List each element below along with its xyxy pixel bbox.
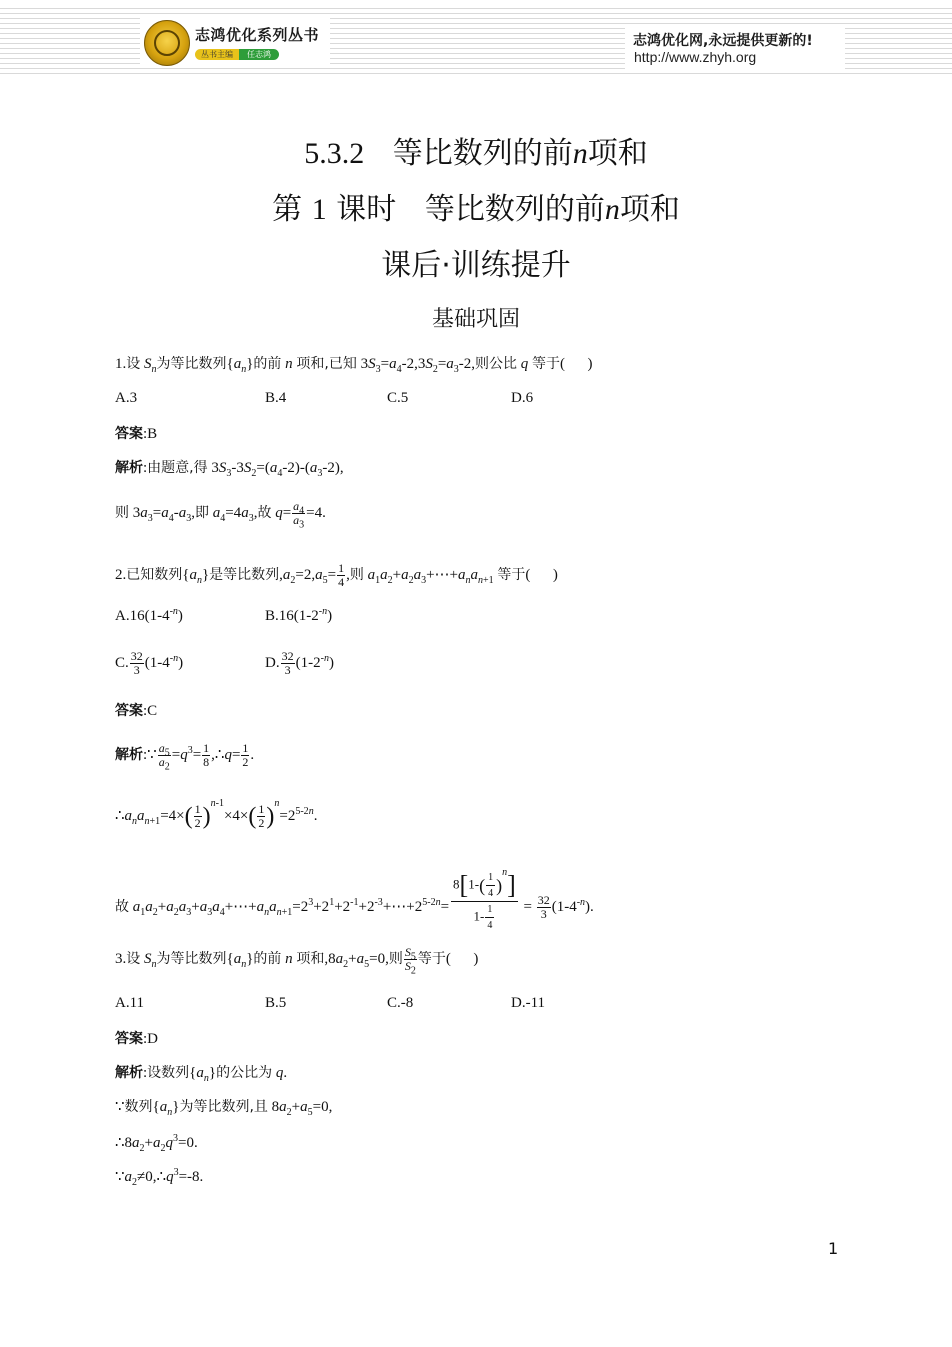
header-slogan: 志鸿优化网,永远提供更新的!: [633, 33, 813, 49]
editor-label: 丛书主编: [195, 49, 239, 60]
q3-analysis-2: ∵数列$\{a_n\}$为等比数列,且 $8a_2+a_5=0$,: [115, 1099, 333, 1118]
q3-option-b: B.5: [265, 995, 287, 1011]
lesson-title: 5.3.2 等比数列的前n项和: [304, 136, 648, 171]
question-1: 1.设 $S_n$为等比数列$\{a_n\}$的前 n 项和,已知 $3S_3=a_4-2,3S_2=a_3-2$,则公比 q 等于( ): [115, 356, 593, 375]
q1-option-b: B.4: [265, 390, 287, 406]
q1-option-a: A.3: [115, 390, 138, 406]
page-header: [0, 0, 952, 82]
question-3: 3.设 $S_n$为等比数列$\{a_n\}$的前 n 项和$,8a_2+a_5=0$,则 $\frac{S_5}{S_2}$ 等于( ): [115, 945, 479, 977]
q3-answer: 答案:D: [115, 1031, 159, 1047]
q3-option-a: A.11: [115, 995, 145, 1011]
q1-option-c: C.5: [387, 390, 409, 406]
q1-analysis-2: 则 $3a_3=a_4-a_3$,即 $a_4=4a_3$,故 q= $\frac{a_4}{a_3}$ =4.: [115, 499, 326, 531]
publisher-logo-icon: [144, 20, 190, 66]
q3-option-d: D.-11: [511, 995, 546, 1011]
editor-tag: [195, 49, 279, 60]
q3-analysis-3: $\therefore 8a_2+a_2q^3=0$.: [115, 1133, 198, 1154]
page-number: 1: [828, 1239, 839, 1258]
section-heading: 基础巩固: [431, 307, 520, 332]
series-name: 志鸿优化系列丛书: [195, 26, 320, 44]
q2-answer: 答案:C: [115, 703, 158, 719]
q3-analysis-1: 解析:设数列$\{a_n\}$的公比为 q.: [115, 1065, 288, 1084]
q1-answer: 答案:B: [115, 426, 158, 442]
q1-analysis-1: 解析:由题意,得 $3S_3-3S_2=(a_4-2)-(a_3-2)$,: [115, 460, 344, 479]
q2-analysis-1: 解析:∵ $\frac{a_5}{a_2}$ $=q^3=$ $\frac{1}{8}$ ,∴q= $\frac{1}{2}$ .: [115, 741, 255, 773]
q2-option-d: D. $\frac{32}{3}$ $(1-2^{-n})$: [265, 649, 334, 677]
q2-analysis-3: 故 $a_1a_2+a_2a_3+a_3a_4+\cdots+a_na_{n+1}=2^3+2^1+2^{-1}+2^{-3}+\cdots+2^{5-2n}=$ 8[1-( $\frac{1}{4}$ )$^n$] 1- $\frac{1}{4}$ = $\frac{32}{3}$ $(1-4^{-n})$.: [115, 867, 594, 931]
q2-option-b: $B.16(1-2^{-n})$: [265, 606, 333, 624]
q2-option-a: $A.16(1-4^{-n})$: [115, 606, 183, 624]
header-url[interactable]: http://www.zhyh.org: [634, 49, 757, 65]
q2-analysis-2: $\therefore a_na_{n+1}=4\times$( $\frac{1}{2}$ )$^{n-1}$×4×( $\frac{1}{2}$ )$^n=2^{5-2n}$.: [115, 797, 318, 830]
q3-option-c: C.-8: [387, 995, 414, 1011]
exercise-title: 课后·训练提升: [381, 248, 571, 283]
question-2: 2.已知数列$\{a_n\}$是等比数列$,a_2=2,a_5=$ $\frac{1}{4}$ ,则 $a_1a_2+a_2a_3+\cdots+a_na_{n+1}$ 等于( ): [115, 561, 558, 589]
lesson-subtitle: 第 1 课时 等比数列的前n项和: [272, 192, 680, 227]
editor-name: 任志鸿: [239, 49, 279, 60]
q3-analysis-4: $\because a_2\ne 0,\therefore q^3=-8$.: [115, 1167, 204, 1188]
q2-option-c: C. $\frac{32}{3}$ $(1-4^{-n})$: [115, 649, 184, 677]
q1-option-d: D.6: [511, 390, 534, 406]
